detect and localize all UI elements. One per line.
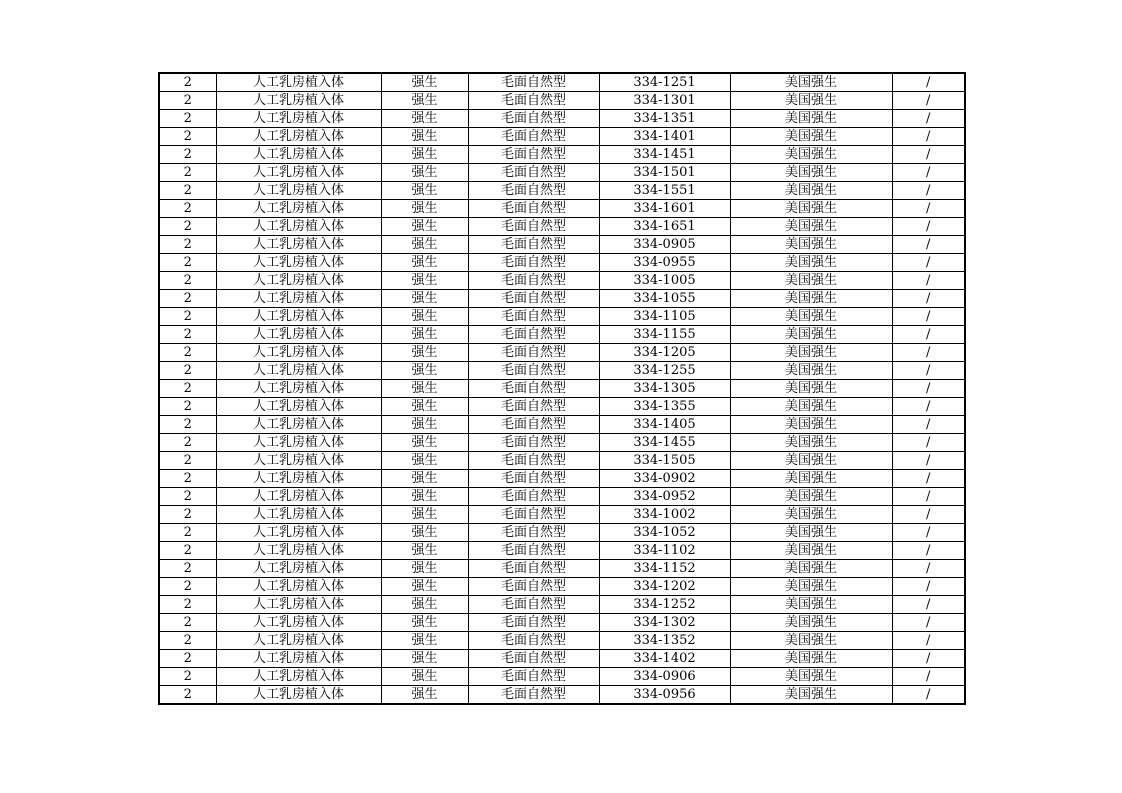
type-cell: 毛面自然型 [468,488,599,506]
manufacturer-cell: 美国强生 [730,668,892,686]
remark-cell: / [892,434,965,452]
quantity-cell: 2 [159,416,216,434]
quantity-cell: 2 [159,614,216,632]
model-number-cell: 334-1405 [599,416,730,434]
product-name-cell: 人工乳房植入体 [216,128,381,146]
brand-cell: 强生 [381,128,468,146]
model-number-cell: 334-1052 [599,524,730,542]
quantity-cell: 2 [159,218,216,236]
type-cell: 毛面自然型 [468,254,599,272]
remark-cell: / [892,326,965,344]
quantity-cell: 2 [159,128,216,146]
model-number-cell: 334-1651 [599,218,730,236]
quantity-cell: 2 [159,434,216,452]
table-row [159,524,965,542]
manufacturer-cell: 美国强生 [730,362,892,380]
quantity-cell: 2 [159,290,216,308]
product-name-cell: 人工乳房植入体 [216,506,381,524]
remark-cell: / [892,290,965,308]
table-row [159,470,965,488]
model-number-cell: 334-1301 [599,92,730,110]
manufacturer-cell: 美国强生 [730,200,892,218]
manufacturer-cell: 美国强生 [730,272,892,290]
type-cell: 毛面自然型 [468,182,599,200]
product-name-cell: 人工乳房植入体 [216,146,381,164]
manufacturer-cell: 美国强生 [730,182,892,200]
type-cell: 毛面自然型 [468,614,599,632]
type-cell: 毛面自然型 [468,524,599,542]
model-number-cell: 334-0955 [599,254,730,272]
brand-cell: 强生 [381,344,468,362]
type-cell: 毛面自然型 [468,344,599,362]
table-row [159,614,965,632]
manufacturer-cell: 美国强生 [730,164,892,182]
model-number-cell: 334-1402 [599,650,730,668]
table-row [159,344,965,362]
table-row [159,686,965,705]
model-number-cell: 334-1251 [599,73,730,92]
product-name-cell: 人工乳房植入体 [216,73,381,92]
brand-cell: 强生 [381,398,468,416]
remark-cell: / [892,362,965,380]
table-row [159,560,965,578]
type-cell: 毛面自然型 [468,668,599,686]
brand-cell: 强生 [381,92,468,110]
product-name-cell: 人工乳房植入体 [216,434,381,452]
brand-cell: 强生 [381,218,468,236]
product-name-cell: 人工乳房植入体 [216,182,381,200]
table-row [159,308,965,326]
brand-cell: 强生 [381,560,468,578]
brand-cell: 强生 [381,524,468,542]
quantity-cell: 2 [159,200,216,218]
table-row [159,380,965,398]
type-cell: 毛面自然型 [468,92,599,110]
model-number-cell: 334-1002 [599,506,730,524]
product-name-cell: 人工乳房植入体 [216,452,381,470]
remark-cell: / [892,452,965,470]
product-name-cell: 人工乳房植入体 [216,92,381,110]
table-row [159,236,965,254]
manufacturer-cell: 美国强生 [730,416,892,434]
table-row [159,146,965,164]
model-number-cell: 334-1455 [599,434,730,452]
remark-cell: / [892,200,965,218]
remark-cell: / [892,614,965,632]
type-cell: 毛面自然型 [468,542,599,560]
product-name-cell: 人工乳房植入体 [216,686,381,705]
brand-cell: 强生 [381,290,468,308]
type-cell: 毛面自然型 [468,596,599,614]
type-cell: 毛面自然型 [468,200,599,218]
brand-cell: 强生 [381,380,468,398]
product-name-cell: 人工乳房植入体 [216,488,381,506]
brand-cell: 强生 [381,542,468,560]
manufacturer-cell: 美国强生 [730,614,892,632]
manufacturer-cell: 美国强生 [730,452,892,470]
quantity-cell: 2 [159,650,216,668]
product-name-cell: 人工乳房植入体 [216,398,381,416]
model-number-cell: 334-1451 [599,146,730,164]
manufacturer-cell: 美国强生 [730,434,892,452]
remark-cell: / [892,146,965,164]
model-number-cell: 334-0956 [599,686,730,705]
type-cell: 毛面自然型 [468,380,599,398]
type-cell: 毛面自然型 [468,686,599,705]
table-row [159,398,965,416]
brand-cell: 强生 [381,326,468,344]
remark-cell: / [892,128,965,146]
quantity-cell: 2 [159,578,216,596]
model-number-cell: 334-1102 [599,542,730,560]
table-row [159,326,965,344]
type-cell: 毛面自然型 [468,326,599,344]
quantity-cell: 2 [159,668,216,686]
brand-cell: 强生 [381,506,468,524]
quantity-cell: 2 [159,326,216,344]
product-name-cell: 人工乳房植入体 [216,632,381,650]
remark-cell: / [892,182,965,200]
manufacturer-cell: 美国强生 [730,92,892,110]
brand-cell: 强生 [381,110,468,128]
brand-cell: 强生 [381,73,468,92]
table-row [159,290,965,308]
manufacturer-cell: 美国强生 [730,560,892,578]
product-name-cell: 人工乳房植入体 [216,596,381,614]
type-cell: 毛面自然型 [468,362,599,380]
model-number-cell: 334-1601 [599,200,730,218]
brand-cell: 强生 [381,434,468,452]
table-row [159,110,965,128]
model-number-cell: 334-1352 [599,632,730,650]
quantity-cell: 2 [159,452,216,470]
manufacturer-cell: 美国强生 [730,488,892,506]
model-number-cell: 334-1252 [599,596,730,614]
remark-cell: / [892,164,965,182]
product-name-cell: 人工乳房植入体 [216,416,381,434]
model-number-cell: 334-1501 [599,164,730,182]
quantity-cell: 2 [159,632,216,650]
brand-cell: 强生 [381,470,468,488]
brand-cell: 强生 [381,596,468,614]
table-row [159,434,965,452]
product-name-cell: 人工乳房植入体 [216,254,381,272]
remark-cell: / [892,254,965,272]
model-number-cell: 334-1005 [599,272,730,290]
type-cell: 毛面自然型 [468,218,599,236]
brand-cell: 强生 [381,686,468,705]
product-name-cell: 人工乳房植入体 [216,380,381,398]
model-number-cell: 334-1105 [599,308,730,326]
table-row [159,542,965,560]
product-name-cell: 人工乳房植入体 [216,200,381,218]
table-row [159,578,965,596]
brand-cell: 强生 [381,632,468,650]
model-number-cell: 334-1401 [599,128,730,146]
type-cell: 毛面自然型 [468,146,599,164]
manufacturer-cell: 美国强生 [730,254,892,272]
product-name-cell: 人工乳房植入体 [216,164,381,182]
model-number-cell: 334-1505 [599,452,730,470]
remark-cell: / [892,110,965,128]
remark-cell: / [892,272,965,290]
table-row [159,218,965,236]
brand-cell: 强生 [381,488,468,506]
remark-cell: / [892,668,965,686]
table-row [159,362,965,380]
remark-cell: / [892,416,965,434]
type-cell: 毛面自然型 [468,164,599,182]
model-number-cell: 334-0902 [599,470,730,488]
product-name-cell: 人工乳房植入体 [216,272,381,290]
product-name-cell: 人工乳房植入体 [216,110,381,128]
brand-cell: 强生 [381,236,468,254]
product-name-cell: 人工乳房植入体 [216,578,381,596]
table-row [159,164,965,182]
product-name-cell: 人工乳房植入体 [216,542,381,560]
manufacturer-cell: 美国强生 [730,524,892,542]
table-row [159,596,965,614]
quantity-cell: 2 [159,164,216,182]
remark-cell: / [892,578,965,596]
model-number-cell: 334-1351 [599,110,730,128]
quantity-cell: 2 [159,470,216,488]
model-number-cell: 334-1255 [599,362,730,380]
manufacturer-cell: 美国强生 [730,506,892,524]
product-name-cell: 人工乳房植入体 [216,236,381,254]
quantity-cell: 2 [159,110,216,128]
remark-cell: / [892,92,965,110]
remark-cell: / [892,73,965,92]
manufacturer-cell: 美国强生 [730,380,892,398]
type-cell: 毛面自然型 [468,632,599,650]
remark-cell: / [892,344,965,362]
manufacturer-cell: 美国强生 [730,398,892,416]
brand-cell: 强生 [381,272,468,290]
type-cell: 毛面自然型 [468,128,599,146]
product-name-cell: 人工乳房植入体 [216,668,381,686]
model-number-cell: 334-0905 [599,236,730,254]
table-row [159,128,965,146]
manufacturer-cell: 美国强生 [730,308,892,326]
quantity-cell: 2 [159,380,216,398]
quantity-cell: 2 [159,398,216,416]
product-name-cell: 人工乳房植入体 [216,470,381,488]
quantity-cell: 2 [159,308,216,326]
brand-cell: 强生 [381,182,468,200]
brand-cell: 强生 [381,578,468,596]
type-cell: 毛面自然型 [468,272,599,290]
remark-cell: / [892,650,965,668]
manufacturer-cell: 美国强生 [730,344,892,362]
model-number-cell: 334-1551 [599,182,730,200]
quantity-cell: 2 [159,344,216,362]
product-name-cell: 人工乳房植入体 [216,326,381,344]
quantity-cell: 2 [159,560,216,578]
quantity-cell: 2 [159,236,216,254]
data-table [158,72,966,705]
model-number-cell: 334-1202 [599,578,730,596]
product-name-cell: 人工乳房植入体 [216,290,381,308]
table-row [159,650,965,668]
model-number-cell: 334-1205 [599,344,730,362]
table-row [159,632,965,650]
remark-cell: / [892,542,965,560]
remark-cell: / [892,236,965,254]
brand-cell: 强生 [381,416,468,434]
remark-cell: / [892,596,965,614]
manufacturer-cell: 美国强生 [730,650,892,668]
quantity-cell: 2 [159,146,216,164]
table-row [159,668,965,686]
table-row [159,254,965,272]
brand-cell: 强生 [381,668,468,686]
remark-cell: / [892,524,965,542]
remark-cell: / [892,308,965,326]
table-row [159,92,965,110]
quantity-cell: 2 [159,524,216,542]
manufacturer-cell: 美国强生 [730,236,892,254]
type-cell: 毛面自然型 [468,452,599,470]
manufacturer-cell: 美国强生 [730,578,892,596]
type-cell: 毛面自然型 [468,290,599,308]
model-number-cell: 334-1155 [599,326,730,344]
manufacturer-cell: 美国强生 [730,470,892,488]
quantity-cell: 2 [159,506,216,524]
product-name-cell: 人工乳房植入体 [216,308,381,326]
quantity-cell: 2 [159,488,216,506]
quantity-cell: 2 [159,272,216,290]
type-cell: 毛面自然型 [468,308,599,326]
brand-cell: 强生 [381,362,468,380]
model-number-cell: 334-1055 [599,290,730,308]
type-cell: 毛面自然型 [468,398,599,416]
manufacturer-cell: 美国强生 [730,218,892,236]
manufacturer-cell: 美国强生 [730,290,892,308]
product-name-cell: 人工乳房植入体 [216,560,381,578]
brand-cell: 强生 [381,452,468,470]
quantity-cell: 2 [159,182,216,200]
quantity-cell: 2 [159,254,216,272]
type-cell: 毛面自然型 [468,416,599,434]
remark-cell: / [892,560,965,578]
table-row [159,488,965,506]
brand-cell: 强生 [381,200,468,218]
remark-cell: / [892,686,965,705]
remark-cell: / [892,218,965,236]
model-number-cell: 334-1152 [599,560,730,578]
manufacturer-cell: 美国强生 [730,128,892,146]
brand-cell: 强生 [381,164,468,182]
type-cell: 毛面自然型 [468,506,599,524]
brand-cell: 强生 [381,308,468,326]
table-row [159,416,965,434]
table-body [159,73,965,704]
model-number-cell: 334-1355 [599,398,730,416]
remark-cell: / [892,488,965,506]
remark-cell: / [892,398,965,416]
quantity-cell: 2 [159,686,216,705]
table-row [159,506,965,524]
manufacturer-cell: 美国强生 [730,542,892,560]
brand-cell: 强生 [381,146,468,164]
model-number-cell: 334-1305 [599,380,730,398]
brand-cell: 强生 [381,254,468,272]
model-number-cell: 334-0906 [599,668,730,686]
type-cell: 毛面自然型 [468,236,599,254]
quantity-cell: 2 [159,73,216,92]
table-row [159,73,965,92]
manufacturer-cell: 美国强生 [730,596,892,614]
manufacturer-cell: 美国强生 [730,326,892,344]
type-cell: 毛面自然型 [468,578,599,596]
quantity-cell: 2 [159,596,216,614]
type-cell: 毛面自然型 [468,110,599,128]
type-cell: 毛面自然型 [468,470,599,488]
quantity-cell: 2 [159,362,216,380]
manufacturer-cell: 美国强生 [730,146,892,164]
quantity-cell: 2 [159,92,216,110]
remark-cell: / [892,506,965,524]
type-cell: 毛面自然型 [468,560,599,578]
brand-cell: 强生 [381,650,468,668]
remark-cell: / [892,632,965,650]
type-cell: 毛面自然型 [468,73,599,92]
product-name-cell: 人工乳房植入体 [216,344,381,362]
remark-cell: / [892,470,965,488]
model-number-cell: 334-1302 [599,614,730,632]
product-name-cell: 人工乳房植入体 [216,614,381,632]
remark-cell: / [892,380,965,398]
table-row [159,452,965,470]
manufacturer-cell: 美国强生 [730,686,892,705]
quantity-cell: 2 [159,542,216,560]
table-row [159,272,965,290]
type-cell: 毛面自然型 [468,650,599,668]
manufacturer-cell: 美国强生 [730,73,892,92]
product-name-cell: 人工乳房植入体 [216,524,381,542]
table-row [159,200,965,218]
product-name-cell: 人工乳房植入体 [216,362,381,380]
product-name-cell: 人工乳房植入体 [216,650,381,668]
type-cell: 毛面自然型 [468,434,599,452]
table-row [159,182,965,200]
product-name-cell: 人工乳房植入体 [216,218,381,236]
manufacturer-cell: 美国强生 [730,110,892,128]
manufacturer-cell: 美国强生 [730,632,892,650]
model-number-cell: 334-0952 [599,488,730,506]
brand-cell: 强生 [381,614,468,632]
